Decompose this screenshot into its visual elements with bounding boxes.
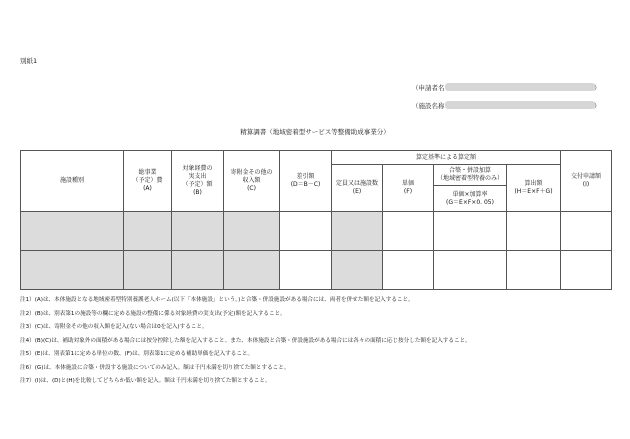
- cell-donations[interactable]: [224, 251, 280, 290]
- settlement-table: [20, 150, 612, 290]
- header-facility-type: 施設種別: [21, 151, 124, 212]
- cell-combined-rate: [434, 251, 507, 290]
- cell-target-cost[interactable]: [172, 251, 224, 290]
- header-calculated: 算出額 (H＝E×F＋G): [507, 165, 561, 212]
- cell-difference: [280, 212, 332, 251]
- facility-name-field[interactable]: [445, 101, 595, 109]
- page-title: 精算調書（地域密着型サービス等整備助成事業分）: [240, 128, 390, 136]
- header-capacity: 定員又は施設数 (E): [332, 165, 383, 212]
- cell-facility-type[interactable]: [21, 251, 124, 290]
- cell-capacity[interactable]: [332, 251, 383, 290]
- header-grant-request: 交付申請額 (I): [561, 151, 612, 212]
- header-combined-group: 合築・併設加算 （地域密着型特養のみ）: [434, 165, 507, 186]
- cell-total-cost[interactable]: [124, 251, 172, 290]
- cell-difference: [280, 251, 332, 290]
- cell-facility-type[interactable]: [21, 212, 124, 251]
- facility-close-paren: ）: [594, 102, 601, 110]
- table-row: [21, 251, 612, 290]
- note-7: 注7）(I)は、(D)と(H)を比較してどちらか低い額を記入。額は千円未満を切り捨てた額とすること。: [20, 378, 271, 384]
- applicant-label: （申請者名: [412, 84, 445, 92]
- cell-grant-request: [561, 212, 612, 251]
- cell-total-cost[interactable]: [124, 212, 172, 251]
- header-difference: 差引額 (D＝B－C): [280, 151, 332, 212]
- cell-capacity[interactable]: [332, 212, 383, 251]
- header-donations: 寄附金その他の 収入額 (C): [224, 151, 280, 212]
- note-6: 注6）(G)は、本体施設に合築・併設する施設についてのみ記入。額は千円未満を切り捨てた額とすること。: [20, 364, 290, 371]
- header-target-cost: 対象経費の 実支出 （予定）額 (B): [172, 151, 224, 212]
- form-id: 別紙1: [20, 57, 38, 65]
- applicant-name-field[interactable]: [445, 83, 595, 91]
- cell-combined-rate: [434, 212, 507, 251]
- header-unit-price: 単価 (F): [383, 165, 434, 212]
- cell-unit-price: [383, 251, 434, 290]
- cell-calculated: [507, 212, 561, 251]
- facility-label: （施設名称: [412, 102, 445, 110]
- table-row: [21, 212, 612, 251]
- note-1: 注1）(A)は、本体施設となる地域密着型特別養護老人ホーム(以下「本体施設」という。)と合築・併設施設がある場合には、両者を併せた額を記入すること。: [20, 297, 414, 303]
- note-3: 注3）(C)は、寄附金その他の収入額を記入(ない場合は0を記入)すること。: [20, 324, 208, 330]
- cell-donations[interactable]: [224, 212, 280, 251]
- facility-field-row: [412, 101, 445, 110]
- cell-unit-price: [383, 212, 434, 251]
- header-standard-group: 算定基準による算定額: [332, 151, 561, 165]
- header-total-cost: 総事業 （予定）費 (A): [124, 151, 172, 212]
- note-2: 注2）(B)は、別表第1の施設等の欄に定める施設の整備に係る対象経費の実支出(予定)額を記入すること。: [20, 310, 286, 317]
- cell-target-cost[interactable]: [172, 212, 224, 251]
- cell-grant-request: [561, 251, 612, 290]
- applicant-close-paren: ）: [594, 84, 601, 92]
- cell-calculated: [507, 251, 561, 290]
- header-combined-rate: 単価×加算率 (G＝E×F×0. 05): [434, 186, 507, 212]
- note-5: 注5）(E)は、別表第1に定める単位の数、(F)は、別表第1に定める補助単価を記入すること。: [20, 351, 254, 357]
- applicant-field-row: [412, 83, 445, 92]
- notes-section: [20, 294, 620, 389]
- note-4: 注4）(B)(C)は、補助対象外の面積がある場合には按分控除した額を記入すること。また、本体施設と合築・併設施設がある場合には各々の面積に応じ按分した額を記入すること。: [20, 337, 471, 344]
